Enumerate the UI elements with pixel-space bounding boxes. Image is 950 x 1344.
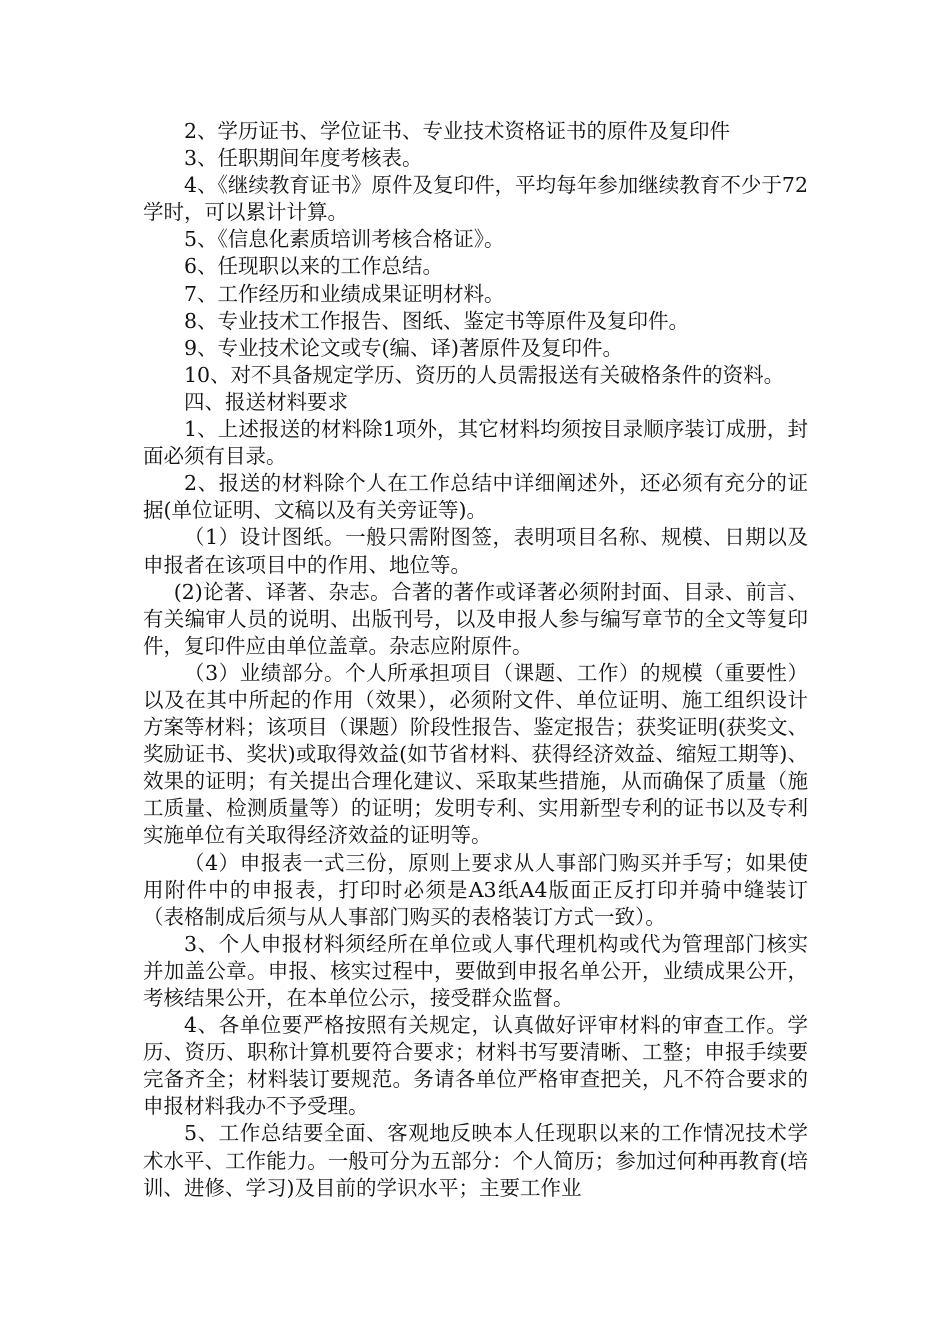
subitem-design-drawings: （1）设计图纸。一般只需附图签，表明项目名称、规模、日期以及申报者在该项目中的作用、地位等。 — [143, 525, 808, 577]
paragraph-item-9: 9、专业技术论文或专(编、译)著原件及复印件。 — [184, 335, 624, 360]
subitem-achievements: （3）业绩部分。个人所承担项目（课题、工作）的规模（重要性）以及在其中所起的作用（效果），必须附文件、单位证明、施工组织设计方案等材料；该项目（课题）阶段性报告、鉴定报告；获奖证明(获奖文、奖励证书、奖状)或取得效益(如节省材料、获得经济效益、缩短工期等)、效果的证明；有关提出合理化建议、采取某些措施，从而确保了质量（施工质量、检测质量等）的证明；发明专利、实用新型专利的证书以及专利实施单位有关取得经济效益的证明等。 — [143, 660, 808, 848]
paragraph-item-3: 3、任职期间年度考核表。 — [184, 146, 423, 171]
paragraph-item-4: 4、《继续教育证书》原件及复印件，平均每年参加继续教育不少于72学时，可以累计计算。 — [143, 173, 808, 225]
requirement-3: 3、个人申报材料须经所在单位或人事代理机构或代为管理部门核实并加盖公章。申报、核实过程中，要做到申报名单公开，业绩成果公开，考核结果公开，在本单位公示，接受群众监督。 — [143, 931, 808, 1010]
paragraph-item-10: 10、对不具备规定学历、资历的人员需报送有关破格条件的资料。 — [184, 362, 785, 387]
subitem-application-form: （4）申报表一式三份，原则上要求从人事部门购买并手写；如果使用附件中的申报表，打印时必须是A3纸A4版面正反打印并骑中缝装订（表格制成后须与从人事部门购买的表格装订方式一致）。 — [143, 850, 808, 929]
paragraph-item-8: 8、专业技术工作报告、图纸、鉴定书等原件及复印件。 — [184, 308, 690, 333]
paragraph-item-2: 2、学历证书、学位证书、专业技术资格证书的原件及复印件 — [184, 119, 731, 143]
requirement-4: 4、各单位要严格按照有关规定，认真做好评审材料的审查工作。学历、资历、职称计算机要符合要求；材料书写要清晰、工整；申报手续要完备齐全；材料装订要规范。务请各单位严格审查把关，凡不符合要求的申报材料我办不予受理。 — [143, 1013, 808, 1119]
paragraph-item-7: 7、工作经历和业绩成果证明材料。 — [184, 281, 505, 306]
requirement-1: 1、上述报送的材料除1项外，其它材料均须按目录顺序装订成册，封面必须有目录。 — [143, 417, 808, 469]
requirement-5: 5、工作总结要全面、客观地反映本人任现职以来的工作情况技术学术水平、工作能力。一般可分为五部分：个人简历；参加过何种再教育(培训、进修、学习)及目前的学识水平；主要工作业 — [143, 1121, 808, 1200]
section-heading: 四、报送材料要求 — [184, 389, 348, 414]
document-page — [143, 118, 808, 1202]
subitem-publications: (2)论著、译著、杂志。合著的著作或译著必须附封面、目录、前言、有关编审人员的说明、出版刊号，以及申报人参与编写章节的全文等复印件，复印件应由单位盖章。杂志应附原件。 — [143, 579, 808, 658]
requirement-2: 2、报送的材料除个人在工作总结中详细阐述外，还必须有充分的证据(单位证明、文稿以及有关旁证等)。 — [143, 471, 808, 523]
paragraph-item-6: 6、任现职以来的工作总结。 — [184, 254, 444, 279]
paragraph-item-5: 5、《信息化素质培训考核合格证》。 — [184, 227, 505, 252]
